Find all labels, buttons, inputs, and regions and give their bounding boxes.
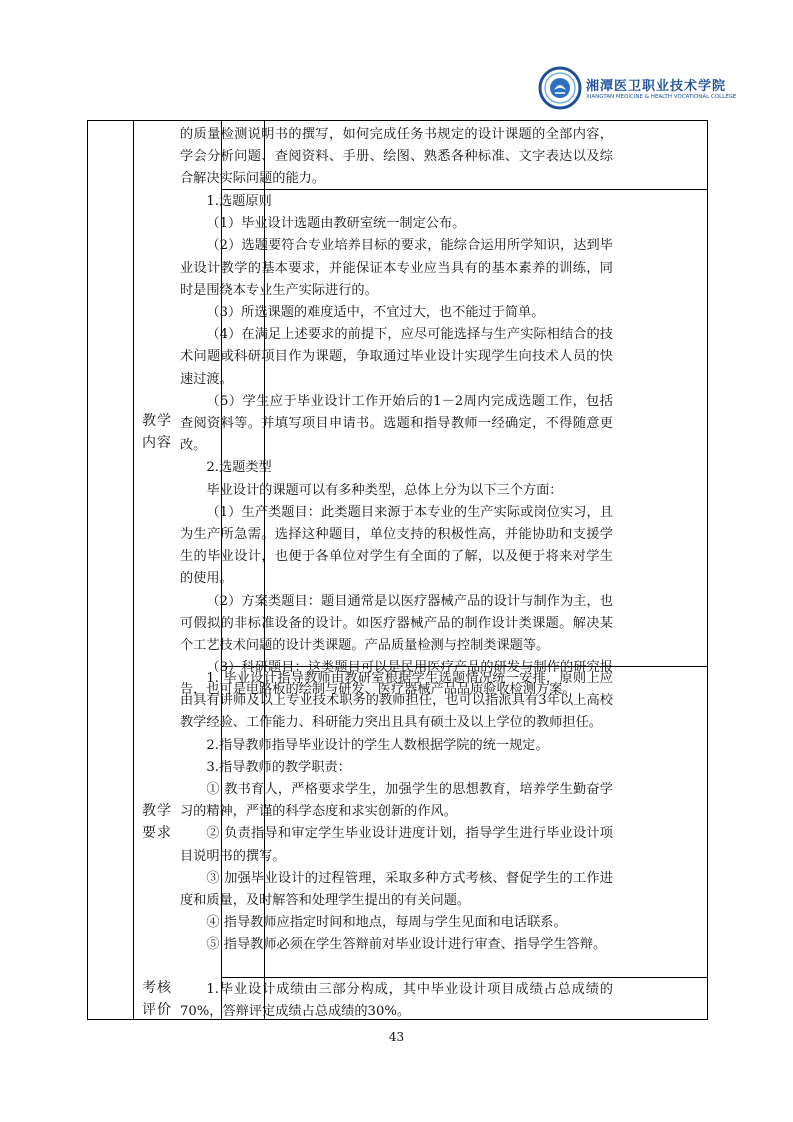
paragraph: ④ 指导教师应指定时间和地点，每周与学生见面和电话联系。 xyxy=(206,915,567,931)
paragraph: ② 负责指导和审定学生毕业设计进度计划，指导学生进行毕业设计项目说明书的撰写。 xyxy=(180,826,613,864)
paragraph: ⑤ 指导教师必须在学生答辩前对毕业设计进行审查、指导学生答辩。 xyxy=(206,937,607,953)
label-assessment: 考核评价 xyxy=(142,980,172,1018)
paragraph: （3）所选课题的难度适中，不宜过大，也不能过于简单。 xyxy=(206,305,545,321)
assessment-cell xyxy=(180,979,613,1023)
row-divider-3 xyxy=(221,977,707,978)
paragraph: （2）选题要符合专业培养目标的要求，能综合运用所学知识，达到毕业设计教学的基本要求，并能保证本专业应当具有的基本素养的训练，同时是围绕本专业生产实际进行的。 xyxy=(180,238,613,298)
table-vline-1 xyxy=(133,121,134,1019)
paragraph: 2.指导教师指导毕业设计的学生人数根据学院的统一规定。 xyxy=(206,737,549,753)
paragraph: 2.选题类型 xyxy=(206,460,272,476)
paragraph: 1.毕业设计成绩由三部分构成，其中毕业设计项目成绩占总成绩的70%，答辩评定成绩占总成绩的30%。 xyxy=(180,982,613,1020)
paragraph: （2）方案类题目：题目通常是以医疗器械产品的设计与制作为主，也可假拟的非标准设备的设计。如医疗器械产品的制作设计类课题。解决某个工艺技术问题的设计类课题。产品质量检测与控制类课题等。 xyxy=(180,593,613,654)
paragraph: （5）学生应于毕业设计工作开始后的1－2周内完成选题工作，包括查阅资料等。并填写项目申请书。选题和指导教师一经确定，不得随意更改。 xyxy=(180,393,613,454)
paragraph: （3）科研题目：这类题目可以是民用医疗产品的研发与制作的研究报告，也可是电路板的绘制与研发、医疗器械产品品质验收检测方案。 xyxy=(180,660,613,698)
college-emblem-icon xyxy=(538,66,582,110)
page-number: 43 xyxy=(388,1030,405,1044)
paragraph: 毕业设计的课题可以有多种类型，总体上分为以下三个方面： xyxy=(206,482,563,498)
college-logo xyxy=(538,66,748,116)
college-name-cn: 湘潭医卫职业技术学院 xyxy=(586,79,727,94)
teaching-requirements-cell xyxy=(180,668,613,957)
continuation-paragraph: 的质量检测说明书的撰写，如何完成任务书规定的设计课题的全部内容，学会分析问题、查阅资料、手册、绘图、熟悉各种标准、文字表达以及综合解决实际问题的能力。 xyxy=(180,127,613,187)
paragraph: （1）生产类题目：此类题目来源于本专业的生产实际或岗位实习，且为生产所急需。选择这种题目，单位支持的积极性高，并能协助和支援学生的毕业设计，也便于各单位对学生有全面的了解，以及便于将来对学生的使用。 xyxy=(180,504,613,587)
college-name-en: XIANGTAN MEDICINE & HEALTH VOCATIONAL COLLEGE xyxy=(586,94,737,100)
paragraph: 3.指导教师的教学职责： xyxy=(206,759,351,775)
label-teaching-content: 教学内容 xyxy=(142,413,172,451)
paragraph: ③ 加强毕业设计的过程管理，采取多种方式考核、督促学生的工作进度和质量，及时解答和处理学生提出的有关问题。 xyxy=(180,870,613,909)
paragraph: 1.选题原则 xyxy=(206,194,272,209)
teaching-content-cell xyxy=(180,191,613,702)
continuation-cell xyxy=(180,124,613,191)
paragraph: （1）毕业设计选题由教研室统一制定公布。 xyxy=(206,216,466,232)
paragraph: （4）在满足上述要求的前提下，应尽可能选择与生产实际相结合的技术问题或科研项目作为课题，争取通过毕业设计实现学生向技术人员的快速过渡。 xyxy=(180,327,613,387)
label-teaching-requirements: 教学要求 xyxy=(142,803,172,841)
paragraph: ① 教书育人，严格要求学生，加强学生的思想教育，培养学生勤奋学习的精神，严谨的科学态度和求实创新的作风。 xyxy=(180,782,613,820)
paragraph: 1. 毕业设计指导教师由教研室根据学生选题情况统一安排，原则上应由具有讲师及以上专业技术职务的教师担任，也可以指派具有3年以上高校教学经验、工作能力、科研能力突出且具有硕士及以上学位的教师担任。 xyxy=(180,671,613,731)
